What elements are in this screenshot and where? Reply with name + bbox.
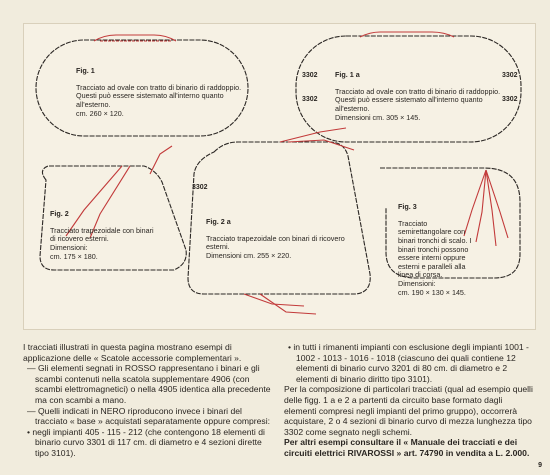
fig1a-code-bl: 3302	[302, 96, 318, 103]
fig1a-code-tr: 3302	[502, 72, 518, 79]
first-group-bullet: • negli impianti 405 - 115 - 212 (che contengono 18 elementi di binario curvo 3301 di 117 cm. di diametro e 4 sezioni dirette tipo 3101).	[27, 426, 265, 458]
fig1a-text: Tracciato ad ovale con tratto di binario di raddoppio. Questi può essere sistemato all'interno quanto all'esterno. Dimensioni cm. 305 × 145.	[335, 86, 501, 122]
fig1-text: Tracciato ad ovale con tratto di binario di raddoppio. Questi può essere sistemato all'interno quanto all'esterno. cm. 260 × 120.	[76, 82, 242, 118]
red-elements-note: — Gli elementi segnati in ROSSO rappresentano i binari e gli scambi contenuti nella scatola supplementare 4906 (con scambi elettromagnetici) o nella 4905 identica alla precedente ma con scambi a mano.	[27, 363, 271, 405]
fig1-caption	[76, 58, 246, 118]
fig1-title: Fig. 1	[76, 65, 95, 75]
black-elements-note: — Quelli indicati in NERO riproducono invece i binari del tracciato « base » acquistati separatamente oppure compresi:	[27, 405, 271, 427]
fig3-text: Tracciato semirettangolare con binari tronchi di scalo. I binari tronchi possono essere interni oppure esterni e paralleli alla linea di corsa. Dimensioni: cm. 190 × 130 × 145.	[398, 218, 472, 297]
fig3-title: Fig. 3	[398, 201, 417, 211]
fig3-stub-1	[486, 170, 496, 246]
fig3-stub-3	[486, 170, 508, 238]
fig2a-code: 3302	[192, 184, 208, 191]
page-number: 9	[538, 462, 542, 469]
fig2-text: Tracciato trapezoidale con binari di ricovero esterni. Dimensioni: cm. 175 × 180.	[50, 225, 154, 261]
left-text-column	[23, 342, 275, 459]
fig1a-code-tl: 3302	[302, 72, 318, 79]
fig3-caption	[398, 194, 480, 297]
right-text-column	[284, 342, 536, 459]
fig2a-title: Fig. 2 a	[206, 216, 231, 226]
composition-paragraph: Per la composizione di particolari tracciati (qual ad esempio quelli delle figg. 1 a e 2 a partenti da circuito base formato dagli elementi compresi negli impianti del primo gruppo), occorrerà acquistare, 2 o 4 sezioni di binario curvo di mezza lunghezza tipo 3302 come segnato negli schemi.	[284, 384, 533, 437]
fig2a-caption	[206, 209, 356, 261]
fig2-caption	[50, 201, 155, 261]
fig2-title: Fig. 2	[50, 208, 69, 218]
fig1a-title: Fig. 1 a	[335, 69, 360, 79]
fig1a-caption	[335, 62, 505, 122]
fig2a-siding-4	[260, 294, 316, 314]
manual-reference: Per altri esempi consultare il « Manuale dei tracciati e dei circuiti elettrici RIVAROSSI » art. 74790 in vendita a L. 2.000.	[284, 437, 530, 458]
intro-paragraph: I tracciati illustrati in questa pagina mostrano esempi di applicazione delle « Scatole accessorie complementari ».	[23, 342, 242, 363]
fig2a-text: Tracciato trapezoidale con binari di ricovero esterni. Dimensioni cm. 255 × 220.	[206, 233, 345, 260]
track-diagrams-panel	[23, 23, 536, 330]
fig2-siding-3	[150, 146, 172, 174]
second-group-bullet: • in tutti i rimanenti impianti con esclusione degli impianti 1001 - 1002 - 1013 - 1016 - 1018 (ciascuno dei quali contiene 12 elementi di binario curvo 3201 di 80 cm. di diametro e 2 elementi di binario diritto tipo 3101).	[288, 342, 529, 384]
fig1a-code-br: 3302	[502, 96, 518, 103]
